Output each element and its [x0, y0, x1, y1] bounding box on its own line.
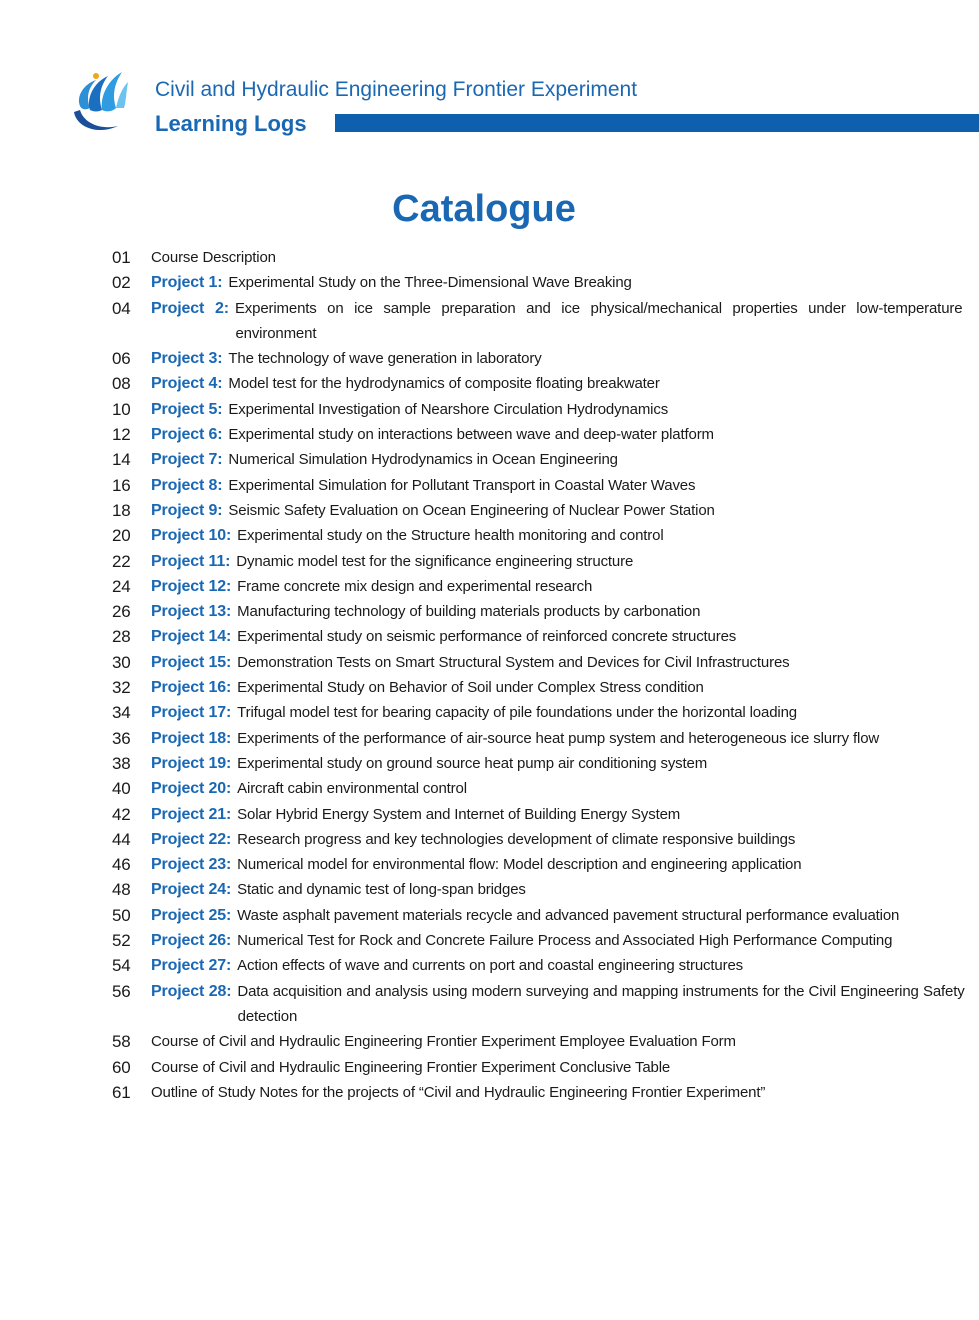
toc-page-number: 44 [112, 829, 131, 849]
toc-project-label: Project 1: [151, 274, 223, 292]
page-title: Catalogue [392, 188, 576, 230]
toc-entry[interactable] [0, 523, 979, 548]
toc-entry-body [151, 751, 964, 776]
toc-entry-body [151, 700, 964, 725]
toc-entry-body [151, 903, 964, 928]
toc-page-number: 14 [112, 450, 131, 470]
toc-page-number: 56 [112, 981, 131, 1001]
toc-entry[interactable] [0, 371, 979, 396]
toc-page-number: 58 [112, 1032, 131, 1052]
toc-entry-title: Dynamic model test for the significance engineering structure [236, 552, 634, 570]
toc-page-number: 36 [112, 728, 131, 748]
toc-entry[interactable] [0, 776, 979, 801]
toc-entry[interactable] [0, 827, 979, 852]
toc-page-number: 48 [112, 880, 131, 900]
toc-entry-title: Numerical model for environmental flow: Model description and engineering application [237, 856, 802, 874]
toc-entry[interactable] [0, 270, 979, 295]
toc-entry-body [151, 346, 955, 371]
toc-page-number: 01 [112, 248, 131, 267]
toc-project-label: Project 3: [151, 350, 223, 368]
toc-entry-title: Solar Hybrid Energy System and Internet of Building Energy System [237, 805, 681, 823]
toc-page-number: 34 [112, 703, 131, 723]
toc-entry[interactable] [0, 447, 979, 472]
toc-entry-title: Experimental study on interactions between wave and deep-water platform [228, 426, 714, 444]
toc-entry[interactable] [0, 422, 979, 447]
toc-entry-title: Course Description [151, 249, 276, 266]
toc-project-label: Project 16: [151, 679, 232, 697]
toc-entry-title: Frame concrete mix design and experimental research [237, 577, 593, 595]
toc-project-label: Project 21: [151, 805, 232, 823]
toc-entry[interactable] [0, 751, 979, 776]
toc-project-label: Project 5: [151, 400, 223, 418]
toc-project-label: Project 19: [151, 754, 232, 772]
toc-entry-body [151, 827, 964, 852]
toc-entry-title: Experimental Study on Behavior of Soil under Complex Stress condition [237, 679, 704, 697]
toc-entry-body [151, 447, 955, 472]
toc-project-label: Project 11: [151, 552, 231, 570]
toc-entry-title: Data acquisition and analysis using modern surveying and mapping instruments for the Civil Engineering Safety detection [237, 982, 965, 1025]
toc-project-label: Project 18: [151, 729, 232, 747]
toc-page-number: 46 [112, 855, 131, 875]
toc-project-label: Project 4: [151, 375, 223, 393]
toc-entry-title: Course of Civil and Hydraulic Engineering Frontier Experiment Employee Evaluation Form [151, 1033, 736, 1051]
toc-project-label: Project 20: [151, 780, 232, 798]
toc-page-number: 60 [112, 1057, 131, 1077]
toc-page-number: 18 [112, 500, 131, 520]
toc-project-label: Project 2: [151, 299, 229, 317]
toc-project-label: Project 8: [151, 476, 223, 494]
toc-entry-body [151, 599, 964, 624]
toc-page-number: 24 [112, 576, 131, 596]
toc-entry[interactable] [0, 1080, 979, 1105]
toc-entry-title: Waste asphalt pavement materials recycle and advanced pavement structural performance evaluation [237, 906, 900, 924]
toc-project-label: Project 7: [151, 451, 223, 469]
toc-project-label: Project 6: [151, 426, 223, 444]
toc-page-number: 10 [112, 399, 131, 419]
toc-project-label: Project 13: [151, 603, 232, 621]
toc-entry-body [151, 650, 964, 675]
toc-page-number: 61 [112, 1082, 131, 1102]
toc-entry-title: Experimental Study on the Three-Dimensional Wave Breaking [228, 274, 632, 292]
toc-entry-title: Trifugal model test for bearing capacity of pile foundations under the horizontal loading [237, 704, 797, 722]
toc-entry-body [151, 422, 955, 447]
toc-entry-title: Action effects of wave and currents on port and coastal engineering structures [237, 957, 743, 975]
toc-entry-title: Numerical Test for Rock and Concrete Failure Process and Associated High Performance Computing [237, 932, 893, 950]
toc-project-label: Project 23: [151, 856, 232, 874]
toc-entry-body [151, 1080, 878, 1105]
toc-entry[interactable] [0, 624, 979, 649]
toc-entry-title: Static and dynamic test of long-span bridges [237, 881, 526, 899]
toc-page-number: 06 [112, 349, 131, 369]
toc-entry-body [151, 397, 955, 422]
toc-entry[interactable] [0, 397, 979, 422]
toc-entry[interactable] [0, 700, 979, 725]
toc-entry-title: Experimental study on ground source heat pump air conditioning system [237, 754, 708, 772]
toc-entry-title: Numerical Simulation Hydrodynamics in Ocean Engineering [228, 451, 618, 469]
toc-entry-body [151, 624, 964, 649]
toc-page-number: 04 [112, 298, 131, 318]
toc-entry-body [151, 473, 955, 498]
toc-entry[interactable] [0, 473, 979, 498]
wave-logo-icon [66, 66, 132, 138]
toc-entry[interactable] [0, 802, 979, 827]
toc-entry[interactable] [0, 650, 979, 675]
toc-entry-body [151, 523, 964, 548]
toc-entry-title: Aircraft cabin environmental control [237, 780, 467, 798]
toc-entry-title: Outline of Study Notes for the projects of “Civil and Hydraulic Engineering Frontier Experiment” [151, 1083, 766, 1101]
toc-project-label: Project 28: [151, 982, 232, 1000]
toc-entry-body [151, 802, 964, 827]
header-title: Civil and Hydraulic Engineering Frontier Experiment [155, 78, 638, 101]
toc-entry-title: The technology of wave generation in laboratory [228, 350, 542, 368]
toc-entry-body [151, 270, 955, 295]
toc-entry[interactable] [0, 599, 979, 624]
toc-project-label: Project 24: [151, 881, 232, 899]
toc-entry-body [151, 953, 964, 978]
toc-entry[interactable] [0, 1055, 979, 1080]
toc-entry-body [151, 979, 965, 1030]
toc-entry-body [151, 245, 878, 270]
toc-page-number: 08 [112, 374, 131, 394]
toc-project-label: Project 9: [151, 501, 223, 519]
toc-project-label: Project 10: [151, 527, 232, 545]
toc-page-number: 50 [112, 905, 131, 925]
toc-page-number: 42 [112, 804, 131, 824]
toc-project-label: Project 15: [151, 653, 232, 671]
header-accent-bar [335, 114, 979, 132]
toc-entry-title: Manufacturing technology of building materials products by carbonation [237, 603, 701, 621]
toc-entry[interactable] [0, 953, 979, 978]
toc-page-number: 02 [112, 273, 131, 293]
toc-entry-body [151, 726, 964, 751]
toc-entry-title: Model test for the hydrodynamics of composite floating breakwater [228, 375, 660, 393]
toc-entry-body [151, 574, 964, 599]
toc-entry-body [151, 498, 955, 523]
toc-entry[interactable] [0, 245, 979, 270]
toc-project-label: Project 22: [151, 830, 232, 848]
toc-project-label: Project 14: [151, 628, 232, 646]
toc-entry-title: Demonstration Tests on Smart Structural System and Devices for Civil Infrastructures [237, 653, 790, 671]
toc-entry[interactable] [0, 549, 979, 574]
toc-entry-title: Research progress and key technologies development of climate responsive buildings [237, 830, 796, 848]
toc-entry[interactable] [0, 296, 979, 347]
toc-entry-title: Seismic Safety Evaluation on Ocean Engineering of Nuclear Power Station [228, 501, 715, 519]
toc-entry-body [151, 296, 962, 347]
toc-entry[interactable] [0, 346, 979, 371]
toc-entry-title: Experimental Investigation of Nearshore Circulation Hydrodynamics [228, 400, 669, 418]
toc-entry-body [151, 549, 963, 574]
toc-project-label: Project 26: [151, 932, 232, 950]
toc-page-number: 28 [112, 627, 131, 647]
toc-page-number: 54 [112, 956, 131, 976]
toc-entry-title: Experimental study on the Structure health monitoring and control [237, 527, 664, 545]
toc-entry-body [151, 1055, 878, 1080]
toc-entry[interactable] [0, 979, 979, 1030]
toc-entry[interactable] [0, 903, 979, 928]
toc-entry-body [151, 675, 964, 700]
toc-page-number: 32 [112, 678, 131, 698]
toc-page-number: 16 [112, 475, 131, 495]
toc-entry[interactable] [0, 852, 979, 877]
toc-project-label: Project 27: [151, 957, 232, 975]
toc-entry-body [151, 877, 964, 902]
toc-page-number: 22 [112, 551, 131, 571]
toc-entry[interactable] [0, 675, 979, 700]
toc-page-number: 20 [112, 526, 131, 546]
toc-page-number: 26 [112, 602, 131, 622]
toc-project-label: Project 17: [151, 704, 232, 722]
toc-entry-title: Experimental study on seismic performance of reinforced concrete structures [237, 628, 737, 646]
toc-entry-title: Experiments of the performance of air-source heat pump system and heterogeneous ice slurry flow [237, 729, 880, 747]
toc-entry-body [151, 1029, 878, 1054]
toc-page-number: 12 [112, 425, 131, 445]
toc-page-number: 38 [112, 753, 131, 773]
toc-entry-title: Experiments on ice sample preparation and ice physical/mechanical properties under low-temperature environment [234, 299, 963, 342]
toc-entry[interactable] [0, 726, 979, 751]
toc-entry-title: Course of Civil and Hydraulic Engineering Frontier Experiment Conclusive Table [151, 1058, 671, 1076]
toc-project-label: Project 25: [151, 906, 232, 924]
toc-page-number: 52 [112, 931, 131, 951]
toc-entry-body [151, 852, 964, 877]
toc-page-number: 40 [112, 779, 131, 799]
toc-page-number: 30 [112, 652, 131, 672]
toc-entry[interactable] [0, 877, 979, 902]
toc-entry[interactable] [0, 1029, 979, 1054]
toc-entry-title: Experimental Simulation for Pollutant Transport in Coastal Water Waves [228, 476, 696, 494]
toc-entry-body [151, 776, 964, 801]
toc-entry[interactable] [0, 928, 979, 953]
toc-project-label: Project 12: [151, 577, 232, 595]
table-of-contents [0, 245, 979, 1105]
toc-entry-body [151, 928, 964, 953]
toc-entry[interactable] [0, 498, 979, 523]
header-subtitle: Learning Logs [155, 111, 307, 136]
toc-entry-body [151, 371, 955, 396]
toc-entry[interactable] [0, 574, 979, 599]
